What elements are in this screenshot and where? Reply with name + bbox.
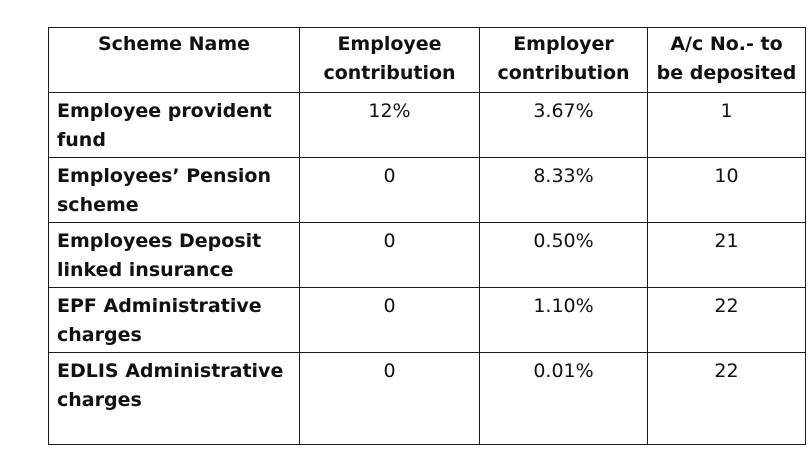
account-number-cell: 10 <box>648 158 806 223</box>
employee-contribution-cell: 12% <box>300 93 480 158</box>
employee-contribution-cell: 0 <box>300 223 480 288</box>
employer-contribution-cell: 8.33% <box>480 158 648 223</box>
header-scheme-name: Scheme Name <box>49 28 300 93</box>
account-number-cell: 22 <box>648 288 806 353</box>
table-row <box>49 353 806 445</box>
table-row <box>49 93 806 158</box>
employer-contribution-cell: 0.50% <box>480 223 648 288</box>
table-row <box>49 223 806 288</box>
scheme-name-cell: EDLIS Administrative charges <box>49 353 300 445</box>
account-number-cell: 21 <box>648 223 806 288</box>
header-account-number: A/c No.- to be deposited <box>648 28 806 93</box>
employee-contribution-cell: 0 <box>300 288 480 353</box>
employer-contribution-cell: 1.10% <box>480 288 648 353</box>
contribution-table <box>48 27 806 445</box>
employer-contribution-cell: 0.01% <box>480 353 648 445</box>
employee-contribution-cell: 0 <box>300 353 480 445</box>
scheme-name-cell: Employee provident fund <box>49 93 300 158</box>
account-number-cell: 1 <box>648 93 806 158</box>
table-row <box>49 288 806 353</box>
header-employer-contribution: Employer contribution <box>480 28 648 93</box>
scheme-name-cell: EPF Administrative charges <box>49 288 300 353</box>
header-employee-contribution: Employee contribution <box>300 28 480 93</box>
scheme-name-cell: Employees Deposit linked insurance <box>49 223 300 288</box>
account-number-cell: 22 <box>648 353 806 445</box>
table-row <box>49 158 806 223</box>
employee-contribution-cell: 0 <box>300 158 480 223</box>
employer-contribution-cell: 3.67% <box>480 93 648 158</box>
table-header-row <box>49 28 806 93</box>
scheme-name-cell: Employees’ Pension scheme <box>49 158 300 223</box>
